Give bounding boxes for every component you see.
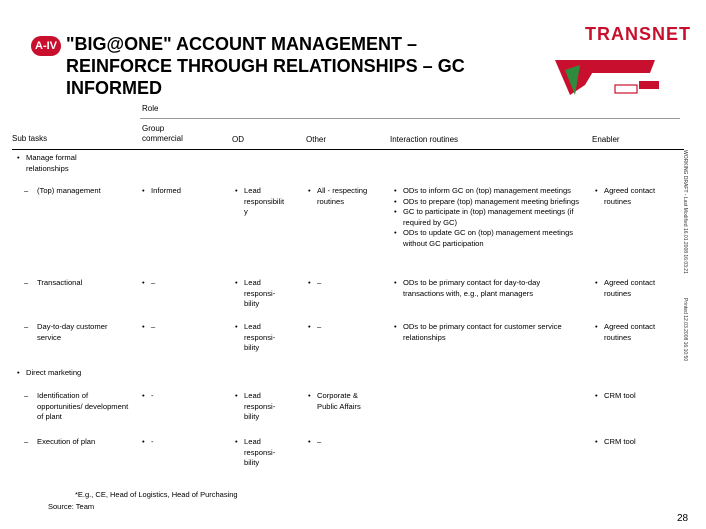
table-row-other: • Corporate & Public Affairs: [317, 391, 379, 412]
header-divider: [12, 149, 684, 150]
interaction-item: • GC to participate in (top) management meetings (if required by GC): [403, 207, 583, 228]
table-row-group: • -: [151, 391, 221, 402]
draft-stamp: WORKING DRAFT - Last Modified 16.01.2008 16:03:21: [682, 150, 688, 274]
table-row-subtask: – (Top) management: [37, 186, 132, 197]
table-row-od: • Lead responsi- bility: [244, 391, 280, 423]
table-row-interaction: [403, 278, 583, 299]
header-sub-tasks: Sub tasks: [12, 134, 48, 143]
table-row-group: • –: [151, 278, 221, 289]
table-row-od: • Lead responsi- bility: [244, 437, 280, 469]
transnet-logo-icon: [555, 45, 670, 100]
footnote: *E.g., CE, Head of Logistics, Head of Purchasing: [75, 490, 238, 499]
table-row-od: • Lead responsi- bility: [244, 278, 280, 310]
table-row-enabler: • CRM tool: [604, 391, 676, 402]
table-row-enabler: • Agreed contact routines: [604, 322, 676, 343]
interaction-item: • ODs to prepare (top) management meeting briefings: [403, 197, 583, 208]
table-row-subtask: – Execution of plan: [37, 437, 132, 448]
interaction-item: • ODs to be primary contact for customer service relationships: [403, 322, 583, 343]
header-enabler: Enabler: [592, 135, 620, 144]
interaction-item: • ODs to inform GC on (top) management meetings: [403, 186, 583, 197]
table-row-enabler: • Agreed contact routines: [604, 186, 676, 207]
print-stamp: Printed 12.03.2008 16:10:50: [682, 298, 688, 362]
interaction-item: • ODs to update GC on (top) management meetings without GC participation: [403, 228, 583, 249]
table-row-enabler: • CRM tool: [604, 437, 676, 448]
table-row-other: • –: [317, 437, 379, 448]
table-row-other: • –: [317, 322, 379, 333]
header-other: Other: [306, 135, 327, 144]
table-row-subtask: – Day-to-day customer service: [37, 322, 132, 343]
page-title: "BIG@ONE" ACCOUNT MANAGEMENT – REINFORCE THROUGH RELATIONSHIPS – GC INFORMED: [66, 34, 465, 98]
section-badge: A-IV: [31, 36, 61, 56]
table-row-subtask: – Transactional: [37, 278, 132, 289]
header-group-commercial: Group commercial: [142, 124, 183, 143]
role-divider: [140, 118, 680, 119]
table-row-other: • –: [317, 278, 379, 289]
header-interaction: Interaction routines: [390, 135, 459, 144]
table-row-enabler: • Agreed contact routines: [604, 278, 676, 299]
interaction-item: • ODs to be primary contact for day-to-day transactions with, e.g., plant managers: [403, 278, 583, 299]
section-label: • Direct marketing: [26, 368, 126, 379]
table-row-other: • All - respecting routines: [317, 186, 379, 207]
table-row-interaction: [403, 186, 583, 250]
table-row-group: • –: [151, 322, 221, 333]
source-note: Source: Team: [48, 502, 95, 511]
table-row-interaction: [403, 322, 583, 343]
page-number: 28: [677, 513, 689, 524]
role-label: Role: [142, 104, 159, 113]
header-od: OD: [232, 135, 244, 144]
table-row-subtask: – Identification of opportunities/ development of plant: [37, 391, 132, 423]
table-row-group: • -: [151, 437, 221, 448]
section-label: • Manage formal relationships: [26, 153, 106, 174]
table-row-group: • Informed: [151, 186, 221, 197]
table-row-od: • Lead responsi- bility: [244, 322, 280, 354]
logo: TRANSNET: [585, 24, 691, 44]
table-row-od: • Lead responsibilit y: [244, 186, 284, 218]
